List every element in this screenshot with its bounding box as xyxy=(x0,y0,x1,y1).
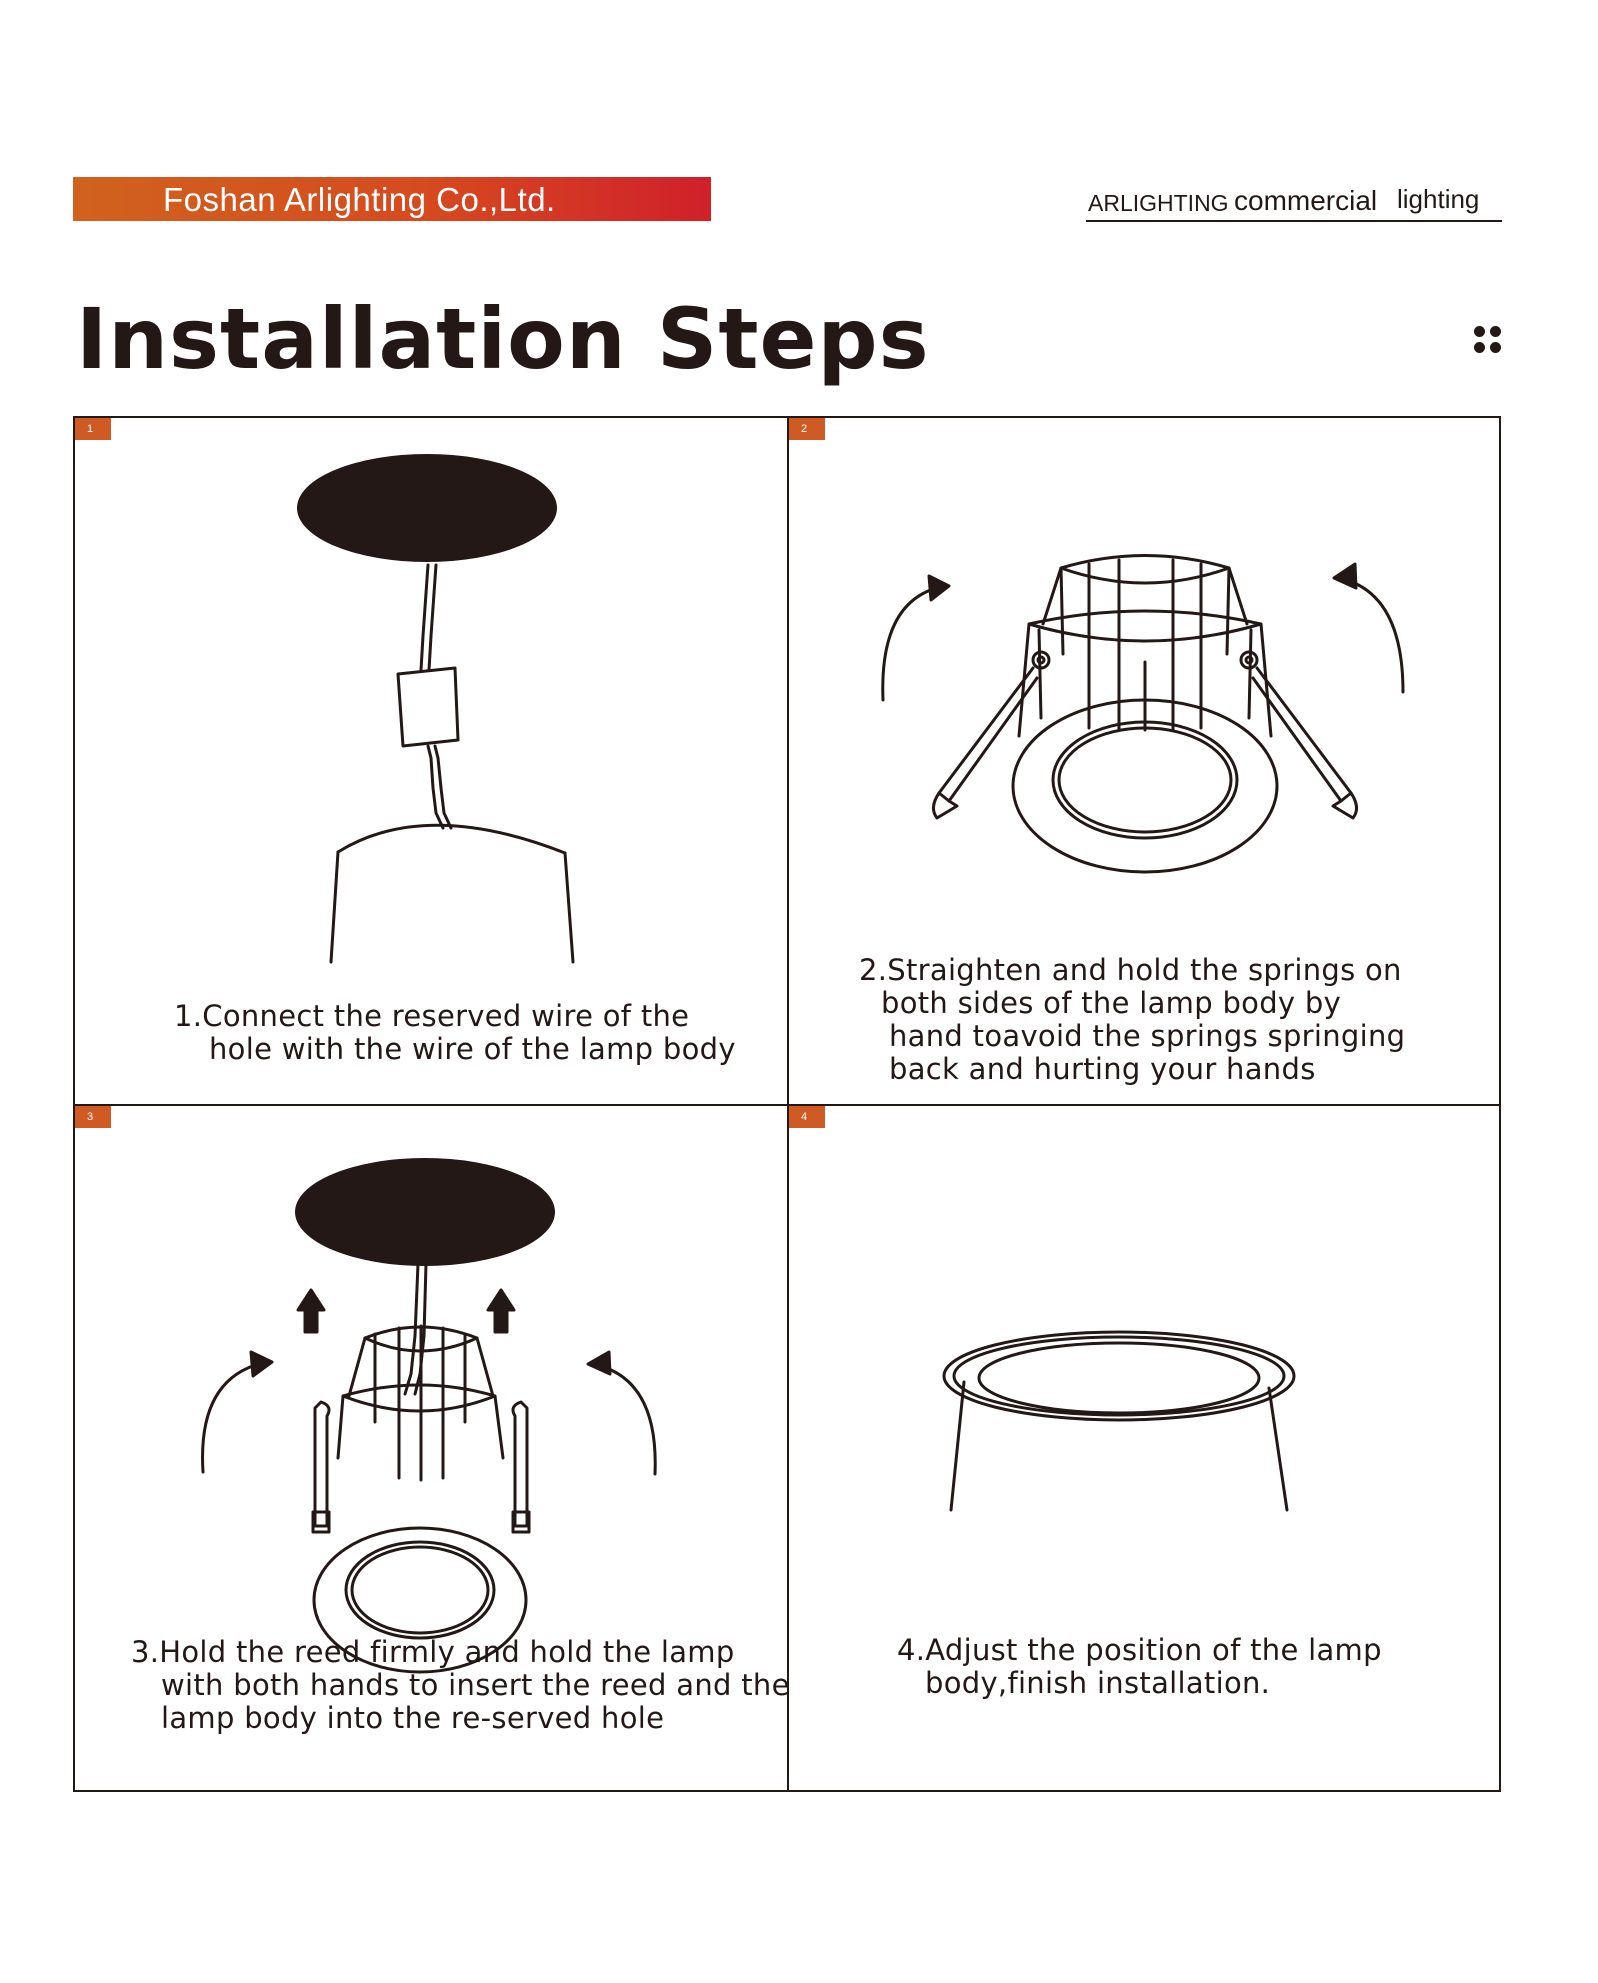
step-3-line-3: lamp body into the re-served hole xyxy=(161,1701,665,1735)
steps-grid xyxy=(73,416,1501,1792)
step-4-line-2: body,finish installation. xyxy=(925,1666,1271,1700)
step-2-line-3: hand toavoid the springs springing xyxy=(889,1019,1406,1053)
tagline-brand: ARLIGHTING xyxy=(1088,190,1229,216)
step-1-caption xyxy=(174,999,736,1066)
company-name: Foshan Arlighting Co.,Ltd. xyxy=(163,181,556,218)
tagline-lighting: lighting xyxy=(1397,184,1480,214)
step-2-line-1: 2.Straighten and hold the springs on xyxy=(859,953,1402,987)
step-1-line-1: 1.Connect the reserved wire of the xyxy=(174,999,690,1033)
step-2-line-4: back and hurting your hands xyxy=(889,1052,1316,1086)
step-1-badge: 1 xyxy=(75,418,111,440)
step-4-caption xyxy=(897,1634,1382,1700)
company-banner xyxy=(73,177,711,221)
step-2-caption xyxy=(859,953,1406,1086)
step-3-caption xyxy=(131,1635,790,1735)
four-dots-icon xyxy=(1474,326,1502,354)
step-2-line-2: both sides of the lamp body by xyxy=(881,986,1342,1020)
tagline-commercial: commercial xyxy=(1234,185,1378,216)
step-3-line-2: with both hands to insert the reed and the xyxy=(161,1668,790,1702)
step-1-line-2: hole with the wire of the lamp body xyxy=(209,1032,736,1066)
step-4-badge: 4 xyxy=(789,1106,825,1128)
step-3-badge: 3 xyxy=(75,1106,111,1128)
step-2-badge: 2 xyxy=(789,418,825,440)
step-4-line-1: 4.Adjust the position of the lamp xyxy=(897,1633,1382,1667)
step-3-line-1: 3.Hold the reed firmly and hold the lamp xyxy=(131,1635,735,1669)
brand-tagline xyxy=(1086,184,1502,222)
page-title: Installation Steps xyxy=(76,290,930,388)
